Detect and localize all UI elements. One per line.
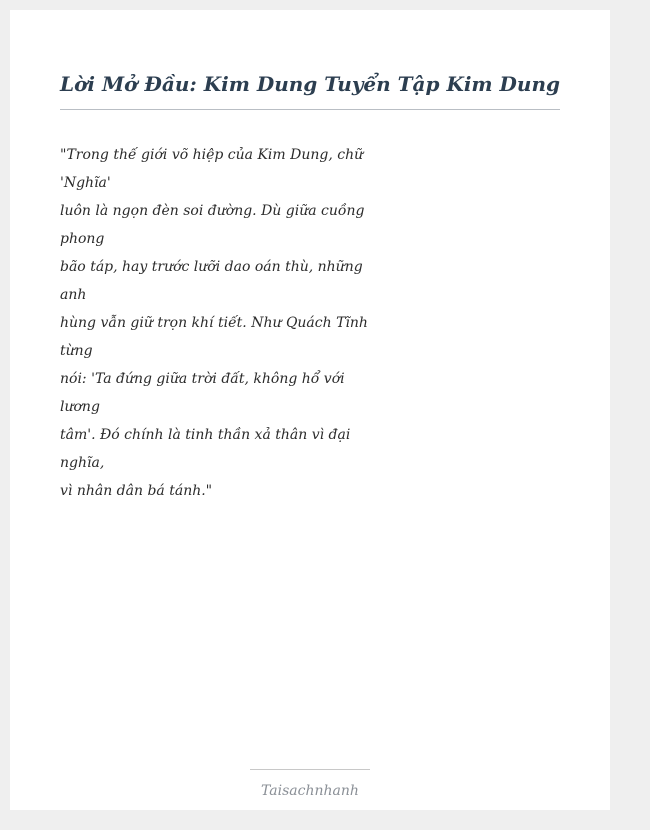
title-divider [60, 109, 560, 110]
page-title: Lời Mở Đầu: Kim Dung Tuyển Tập Kim Dung [60, 72, 560, 96]
body-line: nghĩa, [60, 455, 105, 471]
body-line: tâm'. Đó chính là tinh thần xả thân vì đại [60, 427, 351, 443]
body-line: nói: 'Ta đứng giữa trời đất, không hổ với [60, 371, 345, 387]
body-line: hùng vẫn giữ trọn khí tiết. Như Quách Tĩnh [60, 315, 368, 331]
body-line: anh [60, 287, 87, 303]
body-line: lương [60, 399, 100, 415]
body-line: phong [60, 231, 105, 247]
body-line: luôn là ngọn đèn soi đường. Dù giữa cuồng [60, 203, 365, 219]
body-line: "Trong thế giới võ hiệp của Kim Dung, chữ [60, 147, 364, 163]
quote-body [60, 141, 368, 505]
body-line: từng [60, 343, 93, 359]
body-line: 'Nghĩa' [60, 175, 111, 191]
footer-divider [250, 769, 370, 770]
document-page [10, 10, 610, 810]
footer-brand: Taisachnhanh [261, 783, 359, 799]
body-line: bão táp, hay trước lưỡi dao oán thù, những [60, 259, 363, 275]
body-line: vì nhân dân bá tánh." [60, 483, 213, 499]
